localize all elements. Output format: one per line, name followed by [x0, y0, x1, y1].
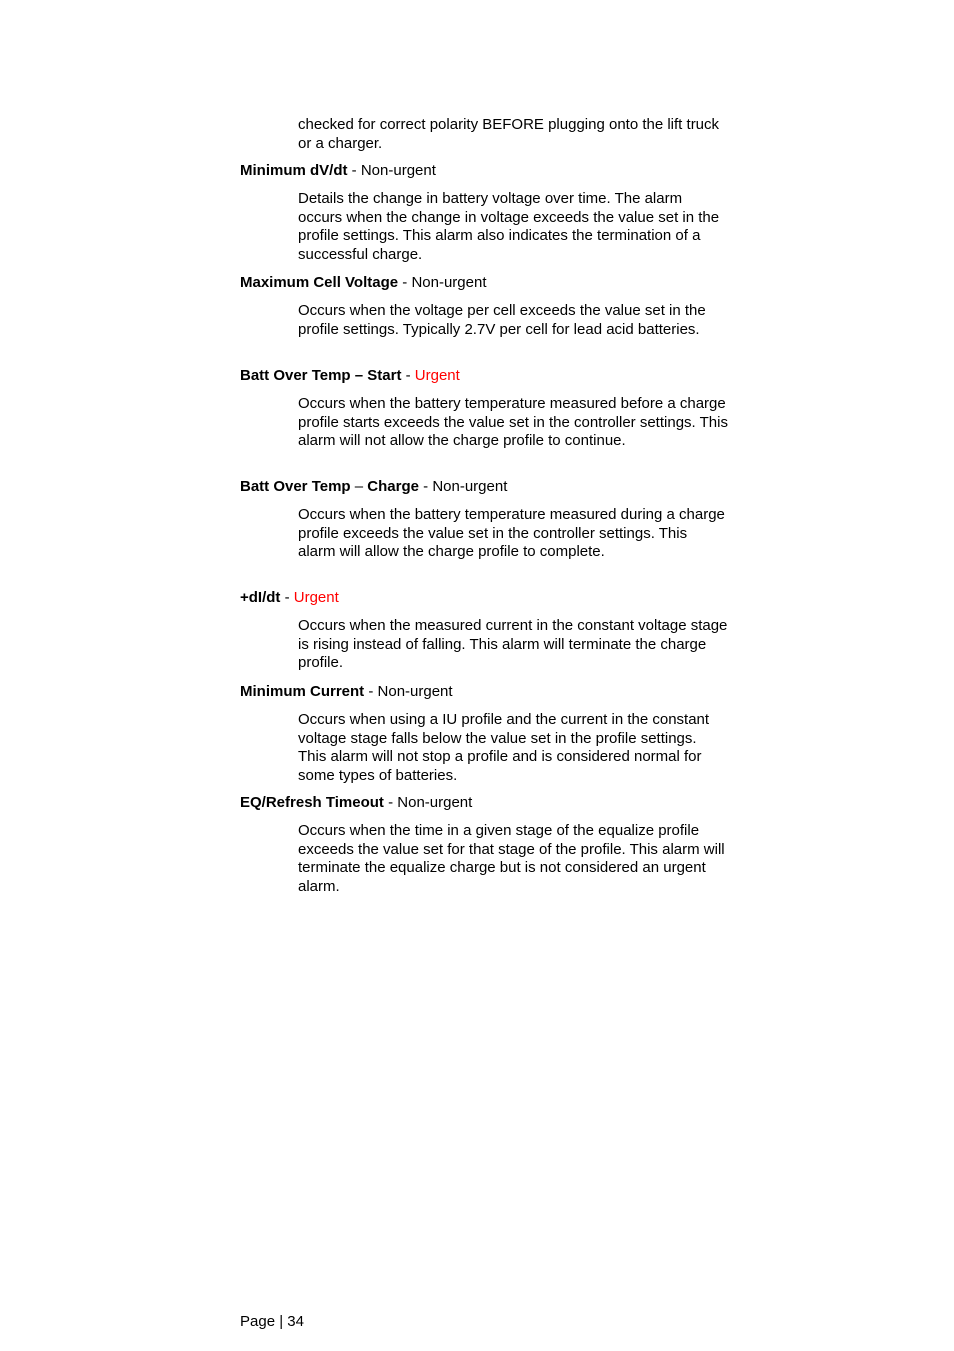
alarm-heading [240, 274, 740, 293]
severity-separator: - [418, 478, 433, 495]
alarm-description: Occurs when the measured current in the constant voltage stage is rising instead of falling. This alarm will terminate the charge profile. [298, 616, 728, 672]
severity-separator: - [280, 589, 294, 606]
alarm-heading [240, 794, 740, 813]
alarm-heading [240, 367, 740, 386]
alarm-description: Occurs when the voltage per cell exceeds the value set in the profile settings. Typically 2.7V per cell for lead acid batteries. [298, 301, 706, 338]
severity-separator: - [398, 274, 412, 291]
alarm-minimum-dvdt [240, 162, 740, 264]
severity-label-urgent: Urgent [293, 589, 339, 606]
severity-label: Non-urgent [432, 478, 508, 495]
severity-separator: - [401, 367, 415, 384]
alarm-description: Occurs when the battery temperature measured before a charge profile starts exceeds the value set in the controller settings. This alarm will not allow the charge profile to continue. [298, 394, 728, 450]
page-number: Page | 34 [240, 1313, 304, 1330]
alarm-description: Details the change in battery voltage over time. The alarm occurs when the change in voltage exceeds the value set in the profile settings. This alarm also indicates the termination of a successful charge. [298, 189, 720, 263]
severity-label: Non-urgent [360, 162, 436, 179]
intro-paragraph: checked for correct polarity BEFORE plugging onto the lift truck or a charger. [298, 116, 720, 152]
severity-separator: - [364, 683, 378, 700]
alarm-name: Minimum Current [240, 683, 365, 700]
alarm-description: Occurs when the time in a given stage of the equalize profile exceeds the value set for that stage of the profile. This alarm will terminate the equalize charge but is not considered an urgent alarm. [298, 821, 725, 895]
severity-separator: - [347, 162, 361, 179]
alarm-heading [240, 683, 740, 702]
alarm-heading [240, 162, 740, 181]
alarm-description: Occurs when using a IU profile and the current in the constant voltage stage falls below the value set in the profile settings. This alarm will not stop a profile and is considered normal for some types of batteries. [298, 710, 710, 784]
alarm-minimum-current [240, 683, 740, 785]
alarm-batt-over-temp-charge [240, 478, 740, 562]
alarm-name: Batt Over Temp – Start [240, 367, 402, 384]
alarm-heading [240, 589, 740, 608]
alarm-name: Minimum dV/dt [240, 162, 348, 179]
severity-label: Non-urgent [397, 794, 473, 811]
alarm-name-part1: Batt Over Temp [240, 478, 351, 495]
alarm-eq-refresh-timeout [240, 794, 740, 896]
alarm-maximum-cell-voltage [240, 274, 740, 339]
severity-label-urgent: Urgent [414, 367, 460, 384]
alarm-name: +dI/dt [240, 589, 281, 606]
alarm-batt-over-temp-start [240, 367, 740, 451]
alarm-plus-di-dt [240, 589, 740, 673]
severity-separator: - [383, 794, 398, 811]
alarm-description: Occurs when the battery temperature measured during a charge profile exceeds the value set in the controller settings. This alarm will allow the charge profile to complete. [298, 505, 725, 561]
alarm-name: EQ/Refresh Timeout [240, 794, 384, 811]
severity-label: Non-urgent [377, 683, 453, 700]
alarm-name-dash: – [350, 478, 368, 495]
alarm-name: Maximum Cell Voltage [240, 274, 399, 291]
alarm-name-part2: Charge [367, 478, 419, 495]
alarm-heading [240, 478, 740, 497]
severity-label: Non-urgent [411, 274, 487, 291]
